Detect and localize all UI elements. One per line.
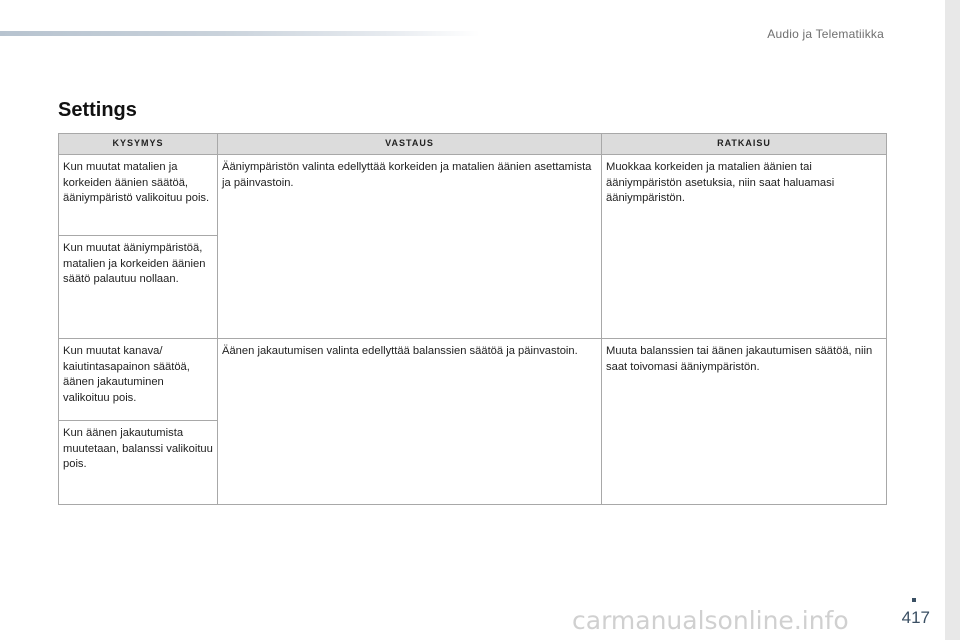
solution-cell: Muokkaa korkeiden ja matalien äänien tai ääniympäristön asetuksia, niin saat haluamasi ääniympäristön. — [602, 155, 887, 339]
page-title: Settings — [58, 99, 137, 121]
section-title: Audio ja Telematiikka — [767, 27, 884, 41]
solution-cell: Muuta balanssien tai äänen jakautumisen säätöä, niin saat toivomasi ääniympäristön. — [602, 339, 887, 505]
column-header-question: KYSYMYS — [59, 134, 218, 155]
column-header-solution: RATKAISU — [602, 134, 887, 155]
column-header-answer: VASTAUS — [218, 134, 602, 155]
table-row — [59, 339, 887, 421]
watermark: carmanualsonline.info — [572, 606, 849, 635]
answer-cell: Äänen jakautumisen valinta edellyttää balanssien säätöä ja päinvastoin. — [218, 339, 602, 505]
troubleshooting-table — [58, 133, 887, 505]
table-header-row — [59, 134, 887, 155]
question-cell: Kun muutat ääniympäristöä, matalien ja korkeiden äänien säätö palautuu nollaan. — [59, 236, 218, 339]
question-cell: Kun muutat matalien ja korkeiden äänien säätöä, ääniympäristö valikoituu pois. — [59, 155, 218, 236]
page-marker — [912, 598, 916, 602]
answer-cell: Ääniympäristön valinta edellyttää korkeiden ja matalien äänien asettamista ja päinvastoin. — [218, 155, 602, 339]
question-cell: Kun äänen jakautumista muutetaan, balanssi valikoituu pois. — [59, 421, 218, 505]
header-decorative-bar — [0, 31, 480, 36]
page-edge-strip — [945, 0, 960, 640]
page-number: 417 — [901, 608, 930, 627]
question-cell: Kun muutat kanava/ kaiutintasapainon säätöä, äänen jakautuminen valikoituu pois. — [59, 339, 218, 421]
table-row — [59, 155, 887, 236]
